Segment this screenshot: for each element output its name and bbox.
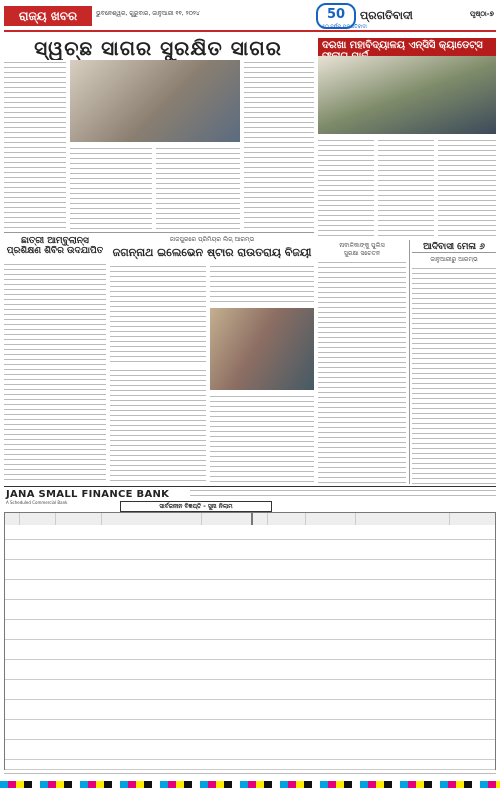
road-safety-text <box>318 260 406 484</box>
divider <box>4 232 314 233</box>
college-story-col2 <box>378 138 434 236</box>
anniversary-years: ୫୦ ବର୍ଷର ପ୍ରଗତିବାଦୀ <box>322 24 367 30</box>
advert-rule <box>4 486 496 487</box>
road-safety-sub: ସୁରକ୍ଷା ସଚେତନ <box>343 250 381 257</box>
ncc-march-photo <box>318 56 496 134</box>
paper-name: ପ୍ରଗତିବାଦୀ <box>360 9 413 22</box>
cricket-text-col2 <box>210 264 314 304</box>
section-title: ରାଜ୍ୟ ଖବର <box>4 6 92 26</box>
cricket-team-photo <box>210 308 314 390</box>
dateline: ଭୁବନେଶ୍ୱର, ଗୁରୁବାର, ଜାନୁଆରୀ ୧୧, ୨୦୨୪ <box>96 10 200 17</box>
college-story-col3 <box>438 138 496 236</box>
event-headline: ଆଦିବାସୀ ମେଳା ୬ <box>412 242 496 253</box>
road-safety-label: ନାବାଳିକାଙ୍କୁ ପୁଲିସ <box>339 242 385 249</box>
bank-tagline: A Scheduled Commercial Bank <box>6 500 68 505</box>
main-story-text-col1 <box>4 60 66 230</box>
auction-table <box>4 512 496 770</box>
cricket-text-col4 <box>210 394 314 484</box>
notice-title: ସାର୍ବଜନୀନ ବିଜ୍ଞପ୍ତି - ସୁନା ନିଲାମ <box>120 501 272 512</box>
bank-name: JANA SMALL FINANCE BANK <box>6 489 170 500</box>
anniversary-logo: 50 <box>316 3 356 29</box>
main-headline: ସ୍ୱଚ୍ଛ ସାଗର ସୁରକ୍ଷିତ ସାଗର <box>34 36 282 60</box>
color-registration-bar <box>0 781 500 788</box>
main-story-text-col3 <box>156 146 240 230</box>
beach-event-photo <box>70 60 240 142</box>
college-headline: ଦରଖା ମହାବିଦ୍ୟାଳୟ ଏନ୍‌ସିସି କ୍ୟାଡେଟ୍‌ସ <box>318 38 496 64</box>
student-camp-text <box>4 262 106 484</box>
main-story-text-col2 <box>70 146 152 230</box>
student-camp-headline: ଛାତ୍ରୀ ଆମ୍ବୁଲାନ୍ସ ପ୍ରଶିକ୍ଷଣ ଶିବିର ଉଦଯାପିତ <box>6 236 104 256</box>
table-row <box>5 525 495 770</box>
divider <box>409 240 410 484</box>
main-story-text-col4 <box>244 60 314 230</box>
advert-footer <box>4 771 496 777</box>
header-rule <box>4 30 496 32</box>
event-sub: ଜାନୁଆରୀରୁ ଆରମ୍ଭ <box>430 256 478 263</box>
event-text <box>412 266 496 484</box>
cricket-headline: ଜଗନ୍ନାଥ ଇଲେଭେନ ଷ୍ଟାର ରାଉତରାୟ ବିଜୟୀ <box>112 246 312 259</box>
cricket-text-col1 <box>110 264 206 364</box>
cricket-text-col3 <box>110 368 206 484</box>
cricket-label: ଜାଜପୁରରେ ପ୍ରିମିୟର ଲିଗ୍‌ ଆରମ୍ଭ <box>169 236 255 243</box>
page-number: ପୃଷ୍ଠା-୭ <box>470 10 494 18</box>
college-story-col1 <box>318 138 374 236</box>
advert-intro-text <box>190 488 496 500</box>
